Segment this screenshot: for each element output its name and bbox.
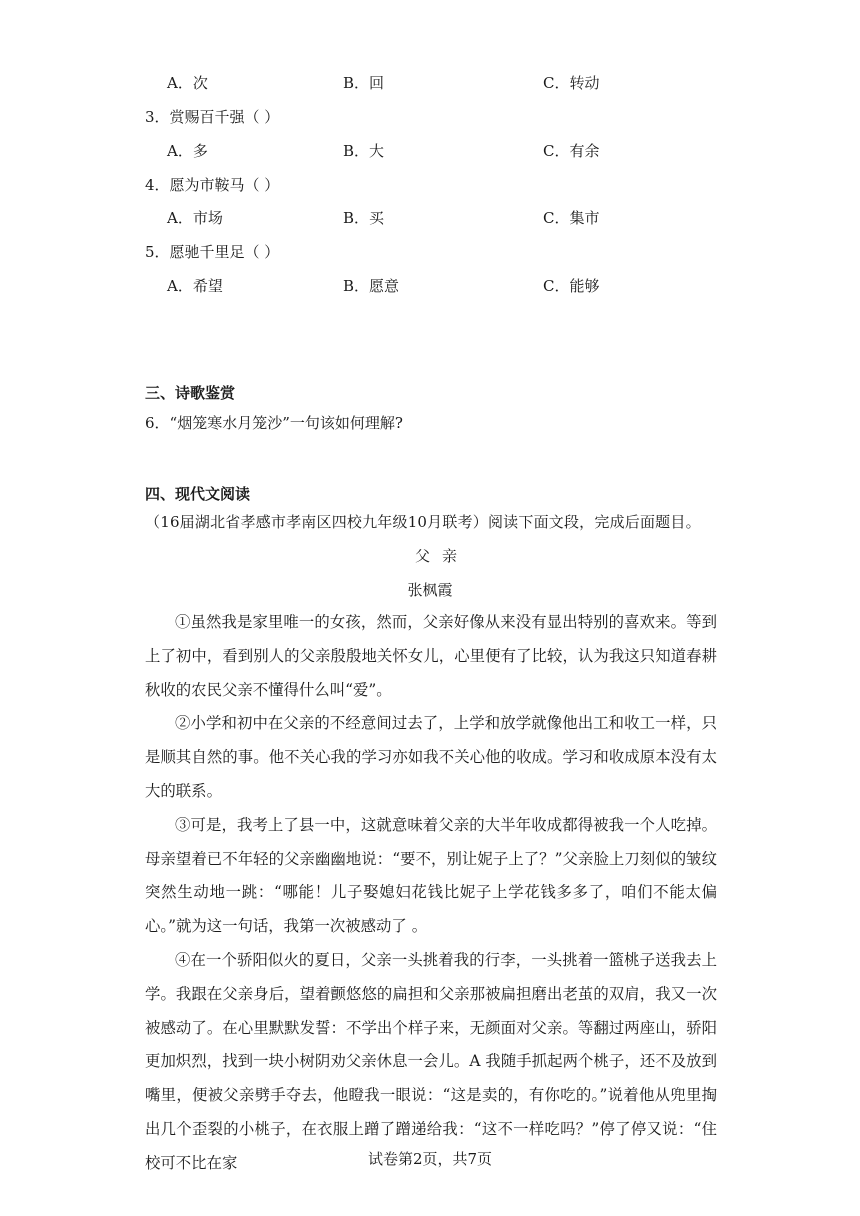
question-4: 4．愿为市鞍马（ ） (145, 176, 280, 194)
option-a: A．市场 (167, 209, 223, 227)
article-author: 张枫霞 (407, 581, 453, 599)
section-heading-poetry: 三、诗歌鉴赏 (145, 384, 236, 402)
option-c: C．有余 (543, 142, 600, 160)
option-b: B．买 (343, 209, 385, 227)
option-c: C．集市 (543, 209, 600, 227)
question-5: 5．愿驰千里足（ ） (145, 243, 280, 261)
article-title: 父亲 (414, 547, 469, 565)
article-body (145, 606, 717, 1181)
option-b: B．愿意 (343, 277, 400, 295)
page-footer: 试卷第2页，共7页 (367, 1150, 493, 1168)
option-a: A．希望 (167, 277, 223, 295)
paragraph-2: ②小学和初中在父亲的不经意间过去了，上学和放学就像他出工和收工一样，只是顺其自然的事。他不关心我的学习亦如我不关心他的收成。学习和收成原本没有太大的联系。 (145, 714, 717, 800)
section-heading-modern-reading: 四、现代文阅读 (145, 485, 251, 503)
option-a: A．次 (167, 74, 208, 92)
option-c: C．转动 (543, 74, 600, 92)
paragraph-3: ③可是，我考上了县一中，这就意味着父亲的大半年收成都得被我一个人吃掉。母亲望着已不年轻的父亲幽幽地说：“要不，别让妮子上了？”父亲脸上刀刻似的皱纹突然生动地一跳：“哪能！儿子娶媳妇花钱比妮子上学花钱多多了，咱们不能太偏心。”就为这一句话，我第一次被感动了 。 (145, 815, 717, 936)
option-a: A．多 (167, 142, 208, 160)
paragraph-1: ①虽然我是家里唯一的女孩，然而，父亲好像从来没有显出特别的喜欢来。等到上了初中，看到别人的父亲殷殷地关怀女儿，心里便有了比较，认为我这只知道春耕秋收的农民父亲不懂得什么叫“爱”。 (145, 613, 717, 699)
option-b: B．大 (343, 142, 385, 160)
paragraph-4: ④在一个骄阳似火的夏日，父亲一头挑着我的行李，一头挑着一篮桃子送我去上学。我跟在父亲身后，望着颤悠悠的扁担和父亲那被扁担磨出老茧的双肩，我又一次被感动了。在心里默默发誓：不学出个样子来，无颜面对父亲。等翻过两座山，骄阳更加炽烈，找到一块小树阴劝父亲休息一会儿。A 我随手抓起两个桃子，还不及放到嘴里，便被父亲劈手夺去，他瞪我一眼说：“这是卖的，有你吃的。”说着他从兜里掏出几个歪裂的小桃子，在衣服上蹭了蹭递给我：“这不一样吃吗？”停了停又说：“住校可不比在家 (145, 950, 717, 1172)
reading-intro: （16届湖北省孝感市孝南区四校九年级10月联考）阅读下面文段，完成后面题目。 (145, 513, 701, 531)
question-3: 3．赏赐百千强（ ） (145, 108, 280, 126)
option-b: B．回 (343, 74, 385, 92)
question-6: 6．“烟笼寒水月笼沙”一句该如何理解? (145, 414, 403, 432)
option-c: C．能够 (543, 277, 600, 295)
